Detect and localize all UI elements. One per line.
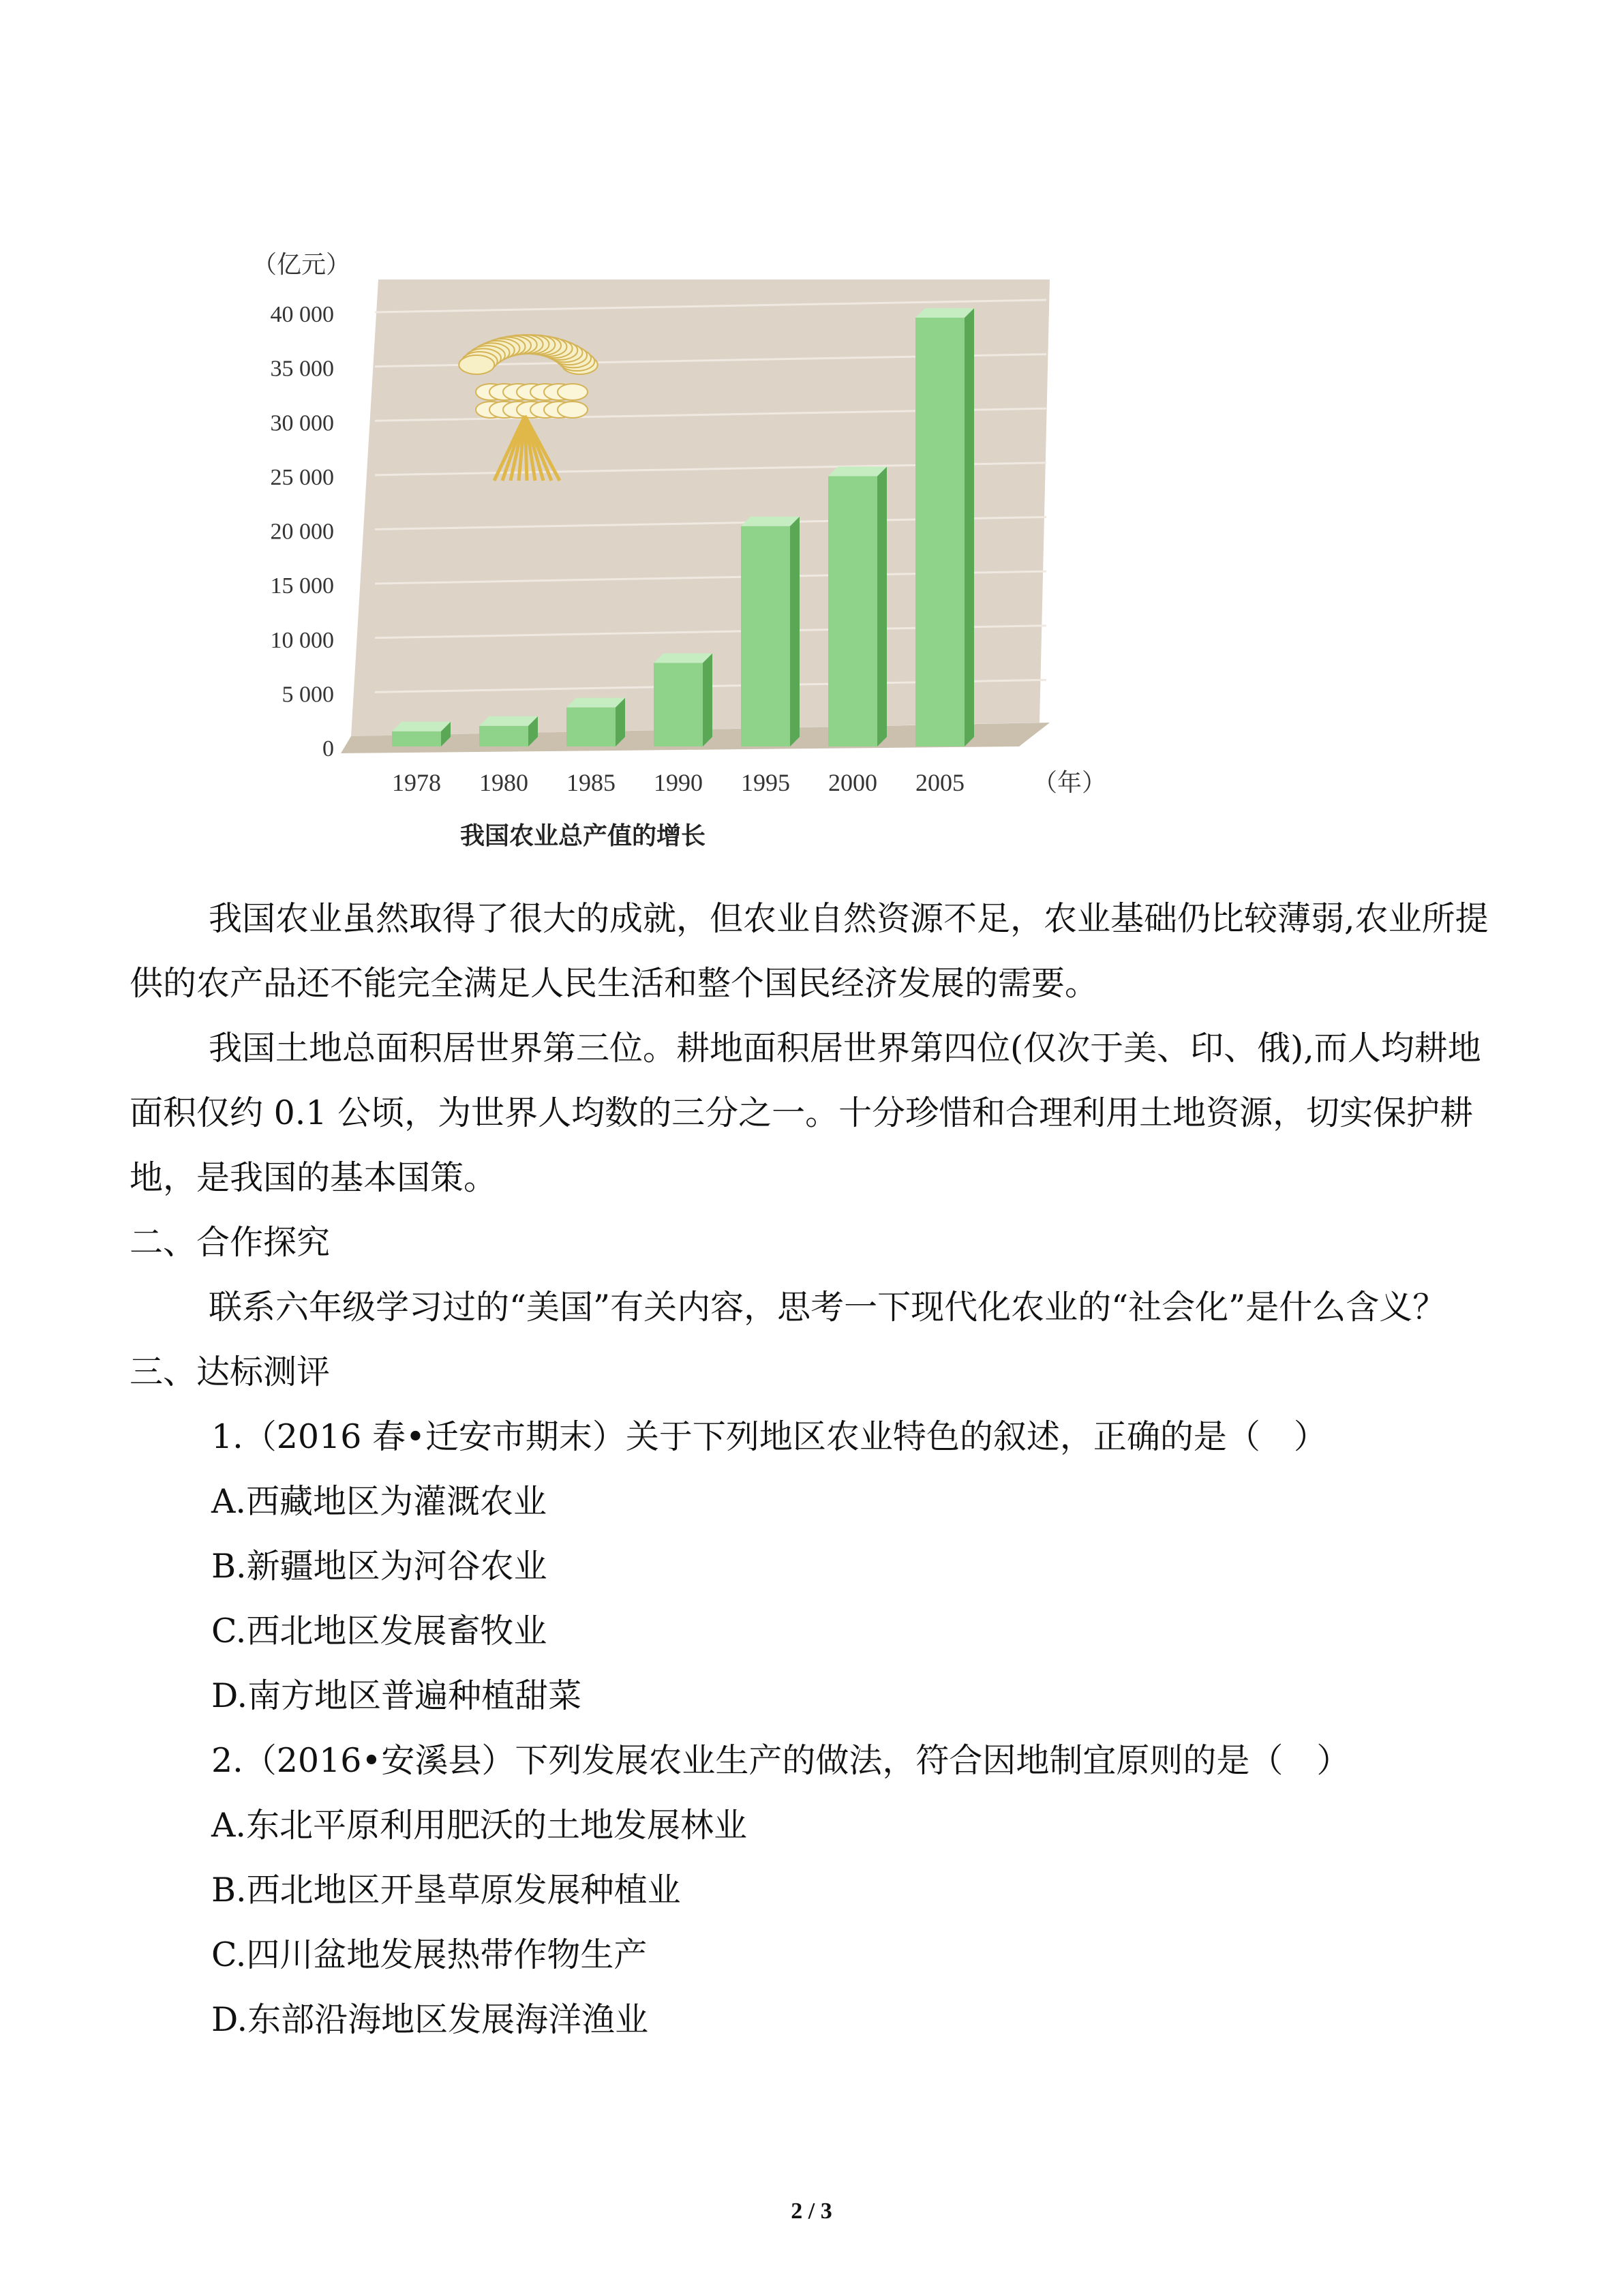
x-tick-label: 1980	[479, 769, 528, 796]
bar-1995	[741, 526, 790, 746]
y-tick-label: 0	[322, 736, 334, 761]
paragraph-land-resources: 我国土地总面积居世界第三位。耕地面积居世界第四位(仅次于美、印、俄),而人均耕地面积仅约 0.1 公顷，为世界人均数的三分之一。十分珍惜和合理利用土地资源，切实保护耕地，是我国的基本国策。	[130, 1029, 1481, 1197]
agriculture-output-chart	[204, 245, 1172, 859]
x-tick-label: 1995	[741, 769, 790, 796]
bar-side-2005	[965, 308, 974, 746]
y-tick-label: 25 000	[270, 464, 334, 490]
question-1-option-b: B.新疆地区为河谷农业	[211, 1547, 547, 1586]
x-tick-label: 1990	[654, 769, 703, 796]
bar-1978	[392, 731, 441, 746]
chart-title: 我国农业总产值的增长	[459, 822, 706, 850]
bar-top-2000	[828, 466, 887, 476]
question-1-option-a: A.西藏地区为灌溉农业	[211, 1482, 547, 1521]
bar-chart-svg	[204, 245, 1172, 859]
x-axis-unit-label: （年）	[1033, 769, 1107, 797]
question-2-option-d: D.东部沿海地区发展海洋渔业	[211, 2000, 649, 2039]
x-tick-label: 1985	[566, 769, 616, 796]
x-tick-label: 2000	[828, 769, 877, 796]
bar-2005	[915, 318, 965, 746]
bar-2000	[828, 476, 877, 746]
bar-1985	[566, 708, 616, 746]
bar-top-1990	[654, 653, 712, 663]
bar-top-1985	[566, 698, 625, 708]
bar-top-1978	[392, 722, 451, 731]
y-axis-unit-label: （亿元）	[252, 251, 351, 279]
bar-top-1995	[741, 517, 800, 526]
bar-top-1980	[479, 716, 538, 726]
bar-side-1990	[703, 653, 712, 746]
question-2-stem: 2.（2016•安溪县）下列发展农业生产的做法，符合因地制宜原则的是（ ）	[211, 1741, 1350, 1780]
y-tick-label: 20 000	[270, 519, 334, 545]
y-tick-label: 40 000	[270, 302, 334, 327]
question-2-option-a: A.东北平原利用肥沃的土地发展林业	[211, 1806, 747, 1845]
y-tick-label: 10 000	[270, 627, 334, 653]
x-tick-label: 2005	[915, 769, 965, 796]
paragraph-cooperation-task: 联系六年级学习过的“美国”有关内容，思考一下现代化农业的“社会化”是什么含义？	[209, 1288, 1446, 1327]
section-heading-assessment: 三、达标测评	[130, 1353, 331, 1391]
y-tick-label: 15 000	[270, 573, 334, 599]
section-heading-cooperation: 二、合作探究	[130, 1223, 331, 1262]
bar-top-2005	[915, 308, 974, 318]
body-text	[130, 886, 1493, 2052]
bar-side-1995	[790, 517, 800, 746]
question-1-option-c: C.西北地区发展畜牧业	[211, 1612, 547, 1650]
y-tick-label: 35 000	[270, 356, 334, 382]
page-number: 2 / 3	[791, 2199, 832, 2224]
paragraph-agriculture-achievements: 我国农业虽然取得了很大的成就，但农业自然资源不足，农业基础仍比较薄弱,农业所提供的农产品还不能完全满足人民生活和整个国民经济发展的需要。	[130, 899, 1489, 1003]
bar-1980	[479, 726, 528, 746]
question-1-stem: 1.（2016 春•迁安市期末）关于下列地区农业特色的叙述，正确的是（ ）	[211, 1417, 1327, 1456]
question-1-option-d: D.南方地区普遍种植甜菜	[211, 1676, 582, 1715]
question-2-option-c: C.四川盆地发展热带作物生产	[211, 1935, 648, 1974]
bar-side-2000	[877, 466, 887, 746]
bar-1990	[654, 663, 703, 746]
question-2-option-b: B.西北地区开垦草原发展种植业	[211, 1871, 681, 1909]
y-tick-label: 5 000	[282, 682, 334, 708]
x-tick-label: 1978	[392, 769, 441, 796]
y-tick-label: 30 000	[270, 410, 334, 436]
